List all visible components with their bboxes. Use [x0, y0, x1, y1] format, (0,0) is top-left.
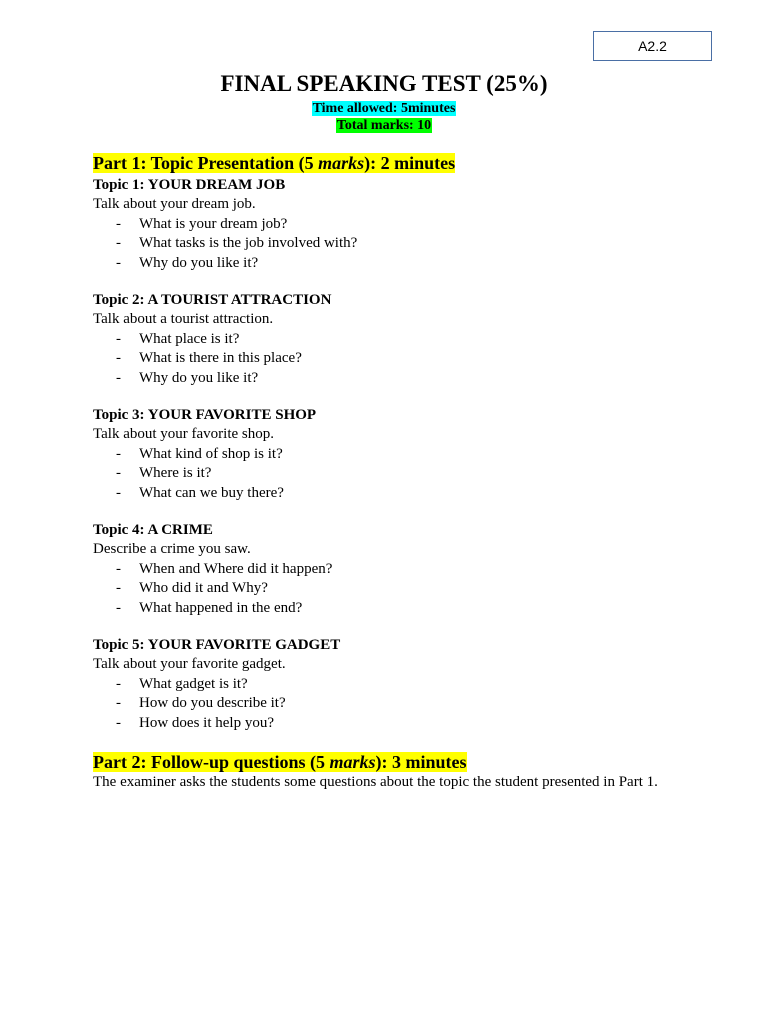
topic-intro: Talk about your dream job. [93, 196, 256, 212]
topic-title: Topic 3: YOUR FAVORITE SHOP [93, 407, 317, 423]
topic-title: Topic 4: A CRIME [93, 522, 213, 538]
question-item: - Who did it and Why? [116, 580, 268, 596]
question-item: - What gadget is it? [116, 675, 248, 692]
document-body [93, 152, 733, 792]
part2-heading-em: marks [329, 752, 376, 772]
total-marks-text: Total marks: 10 [336, 118, 432, 133]
topic-5 [93, 636, 733, 733]
time-allowed-text: Time allowed: 5minutes [312, 101, 456, 116]
part1-heading-pre: Part 1: Topic Presentation (5 [93, 153, 319, 173]
part2-heading-post: ): 3 minutes [375, 752, 467, 772]
topic-1 [93, 176, 733, 273]
question-item: - What is there in this place? [116, 350, 302, 366]
question-list [93, 560, 733, 619]
part1-heading-em: marks [318, 153, 365, 173]
part1-heading-post: ): 2 minutes [364, 153, 456, 173]
page-title: FINAL SPEAKING TEST (25%) [220, 71, 548, 96]
question-item: - How does it help you? [116, 714, 274, 731]
topic-title: Topic 1: YOUR DREAM JOB [93, 177, 286, 193]
topic-title: Topic 2: A TOURIST ATTRACTION [93, 292, 332, 308]
question-item: - When and Where did it happen? [116, 560, 333, 577]
question-item: - What tasks is the job involved with? [116, 235, 358, 251]
question-list [93, 330, 733, 389]
part1-heading [93, 152, 733, 174]
question-list [93, 675, 733, 734]
question-list [93, 445, 733, 504]
topic-intro: Talk about a tourist attraction. [93, 311, 274, 327]
part2-heading-pre: Part 2: Follow-up questions (5 [93, 752, 330, 772]
question-item: - Why do you like it? [116, 254, 259, 271]
part2-section [93, 751, 733, 792]
topic-4 [93, 521, 733, 618]
part2-text: The examiner asks the students some questions about the topic the student presented in Part 1. [93, 774, 658, 790]
question-item: - What place is it? [116, 330, 240, 347]
level-label: A2.2 [638, 38, 667, 54]
question-item: - What happened in the end? [116, 599, 303, 616]
topic-2 [93, 291, 733, 388]
topic-intro: Describe a crime you saw. [93, 541, 251, 557]
total-marks [0, 117, 768, 134]
question-item: - What kind of shop is it? [116, 445, 283, 462]
question-item: - Where is it? [116, 465, 212, 481]
topic-intro: Talk about your favorite shop. [93, 426, 274, 442]
question-item: - Why do you like it? [116, 369, 259, 386]
question-list [93, 215, 733, 274]
part2-heading [93, 751, 733, 773]
topic-intro: Talk about your favorite gadget. [93, 656, 286, 672]
question-item: - What can we buy there? [116, 484, 284, 501]
topic-title: Topic 5: YOUR FAVORITE GADGET [93, 637, 341, 653]
level-box [593, 31, 712, 61]
topic-3 [93, 406, 733, 503]
time-allowed [0, 100, 768, 117]
question-item: - What is your dream job? [116, 215, 288, 232]
question-item: - How do you describe it? [116, 695, 286, 711]
